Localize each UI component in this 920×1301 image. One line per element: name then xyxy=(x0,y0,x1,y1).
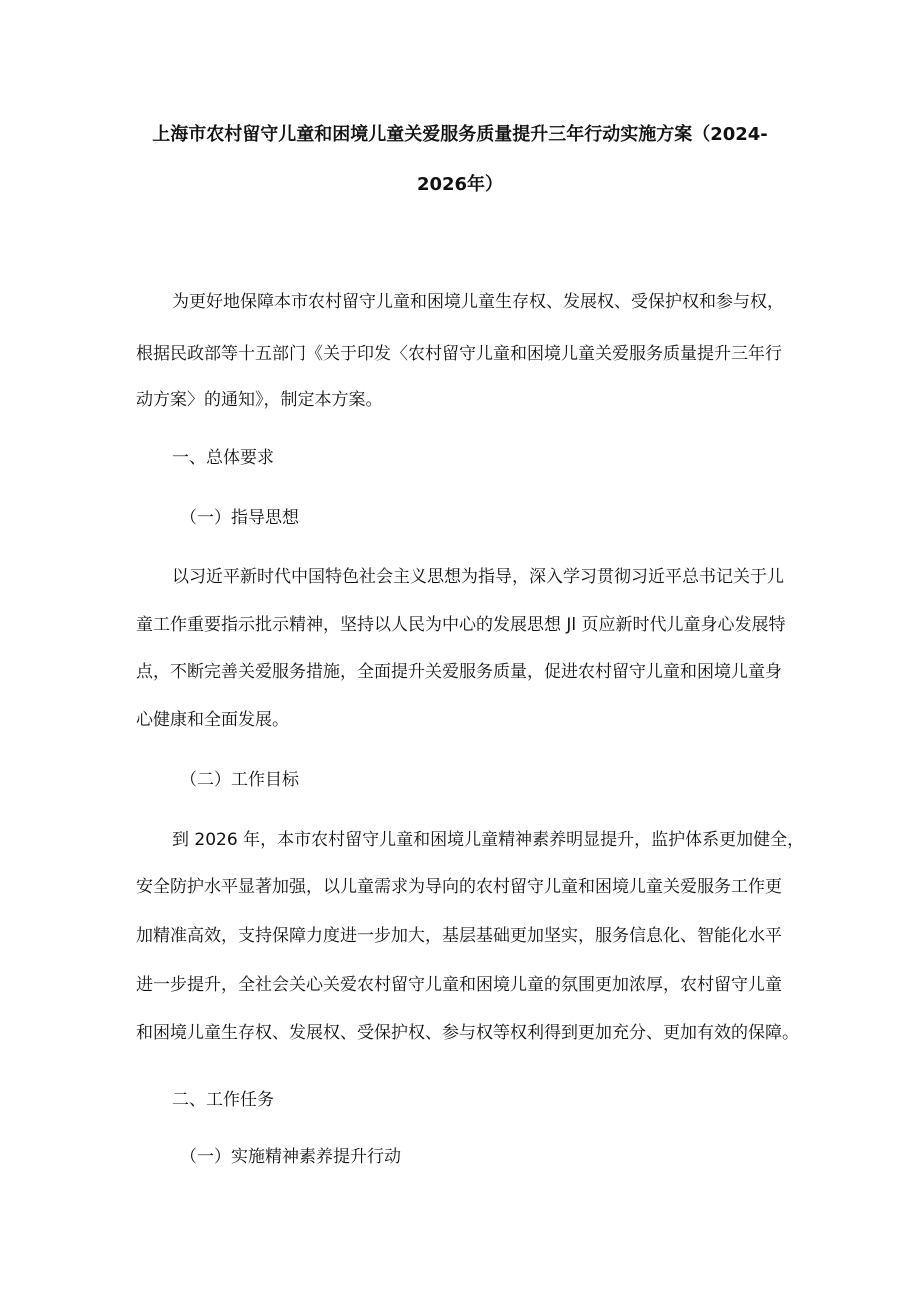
work-goals-line: 安全防护水平显著加强，以儿童需求为导向的农村留守儿童和困境儿童关爱服务工作更 xyxy=(136,877,782,897)
work-goals-line: 进一步提升，全社会关心关爱农村留守儿童和困境儿童的氛围更加浓厚，农村留守儿童 xyxy=(136,975,782,995)
intro-paragraph-line: 动方案〉的通知》，制定本方案。 xyxy=(136,390,383,410)
intro-paragraph-line: 为更好地保障本市农村留守儿童和困境儿童生存权、发展权、受保护权和参与权， xyxy=(172,292,784,312)
section-heading-overall-requirements: 一、总体要求 xyxy=(172,448,274,468)
subsection-heading-guiding-ideology: （一）指导思想 xyxy=(180,508,299,528)
subsection-heading-work-goals: （二）工作目标 xyxy=(180,770,299,790)
guiding-ideology-line: 心健康和全面发展。 xyxy=(136,710,289,730)
guiding-ideology-line: 童工作重要指示批示精神，坚持以人民为中心的发展思想 Jl 页应新时代儿童身心发展特 xyxy=(136,615,786,635)
document-title-line-2: 2026年） xyxy=(416,174,504,195)
intro-paragraph-line: 根据民政部等十五部门《关于印发〈农村留守儿童和困境儿童关爱服务质量提升三年行 xyxy=(136,344,782,364)
work-goals-line: 到 2026 年，本市农村留守儿童和困境儿童精神素养明显提升，监护体系更加健全， xyxy=(172,830,805,850)
work-goals-line: 加精准高效，支持保障力度进一步加大，基层基础更加坚实，服务信息化、智能化水平 xyxy=(136,926,782,946)
work-goals-line: 和困境儿童生存权、发展权、受保护权、参与权等权利得到更加充分、更加有效的保障。 xyxy=(136,1023,799,1043)
guiding-ideology-line: 以习近平新时代中国特色社会主义思想为指导，深入学习贯彻习近平总书记关于儿 xyxy=(172,567,784,587)
subsection-heading-spiritual-literacy: （一）实施精神素养提升行动 xyxy=(180,1147,401,1167)
section-heading-work-tasks: 二、工作任务 xyxy=(172,1090,274,1110)
document-title-line-1: 上海市农村留守儿童和困境儿童关爱服务质量提升三年行动实施方案（2024- xyxy=(152,124,768,145)
guiding-ideology-line: 点，不断完善关爱服务措施，全面提升关爱服务质量，促进农村留守儿童和困境儿童身 xyxy=(136,662,782,682)
